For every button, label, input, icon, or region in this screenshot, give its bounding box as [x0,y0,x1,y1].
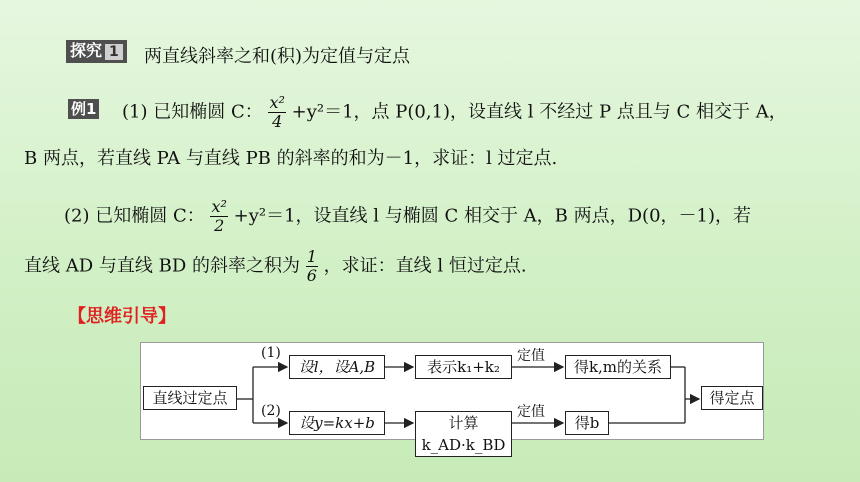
problem-2-line-1 [64,198,751,235]
p2-line2-b: ，求证：直线 l 恒过定点. [323,255,527,277]
guide-heading: 【思维引导】 [68,306,176,327]
section-tag-number: 1 [105,44,123,60]
p2-text-a: (2) 已知椭圆 C： [64,205,205,227]
b1-step3-box: 得k,m的关系 [565,355,671,379]
problem-2-line-2 [24,248,527,285]
p2-frac-den: 2 [214,216,225,235]
p2-text-b: +y²＝1，设直线 l 与椭圆 C 相交于 A，B 两点，D(0，－1)，若 [233,205,752,227]
flow-end-box: 得定点 [701,386,763,410]
section-title: 两直线斜率之和(积)为定值与定点 [144,46,411,67]
b2-step2-box: 计算k_AD·k_BD [415,411,512,457]
b2-step1-box: 设y=kx+b [289,411,385,435]
flow-start-box: 直线过定点 [143,386,237,410]
branch-1-label: (1) [261,345,281,361]
p2-frac-num: x² [211,197,227,216]
b1-arrow-label: 定值 [517,348,545,364]
b2-step3-box: 得b [565,411,609,435]
b1-step1-box: 设l，设A,B [289,355,385,379]
problem-1-line-1 [122,94,787,131]
flowchart [140,342,764,454]
section-tag-label: 探究 [70,41,103,60]
branch-2-label: (2) [261,403,281,419]
example-badge: 例1 [68,99,99,119]
p2-frac2-num: 1 [306,247,317,266]
b2-arrow-label: 定值 [517,404,545,420]
section-tag [66,40,127,63]
p1-fraction [268,94,285,131]
p1-frac-num: x² [269,93,285,112]
problem-1-line-2: B 两点，若直线 PA 与直线 PB 的斜率的和为－1，求证：l 过定点. [24,148,558,169]
p2-frac2-den: 6 [306,266,317,285]
p1-frac-den: 4 [272,112,283,131]
b1-step2-box: 表示k₁+k₂ [415,355,512,379]
p2-line2-a: 直线 AD 与直线 BD 的斜率之积为 [24,255,300,277]
p1-text-a: (1) 已知椭圆 C： [122,101,263,123]
p2-fraction-2 [306,248,318,285]
p1-text-b: +y²＝1，点 P(0,1)，设直线 l 不经过 P 点且与 C 相交于 A， [291,101,787,123]
p2-fraction [210,198,227,235]
